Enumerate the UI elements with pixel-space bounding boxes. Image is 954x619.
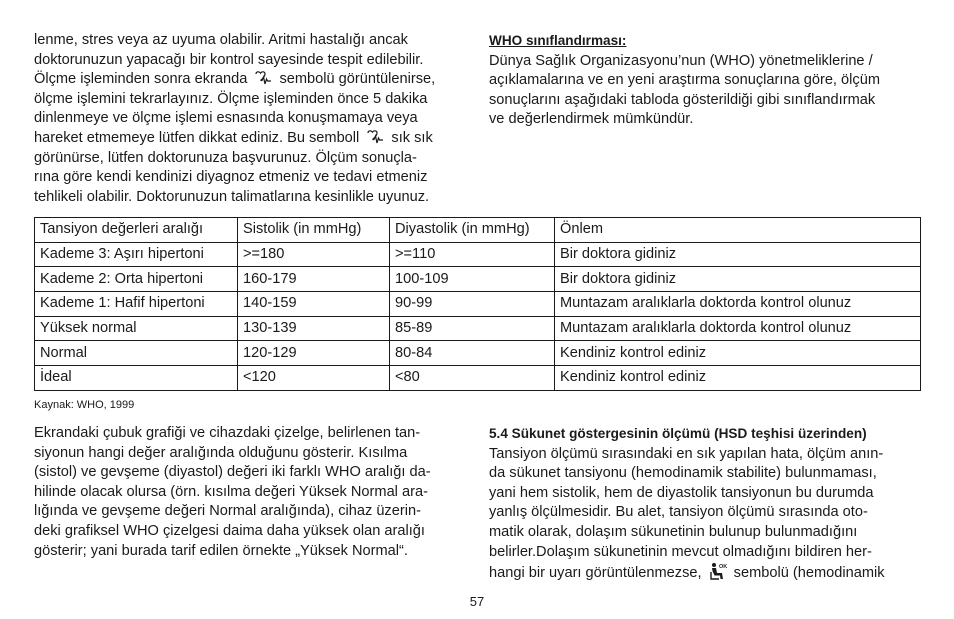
text-line: Dünya Sağlık Organizasyonu’nun (WHO) yönetmeliklerine / [489,52,873,69]
text-line: ve değerlendirmek mümkündür. [489,111,694,128]
table-cell: >=110 [390,242,555,267]
hsd-heading: 5.4 Sükunet göstergesinin ölçümü (HSD teşhisi üzerinden) [489,426,867,441]
arrhythmia-paragraph [34,31,464,207]
table-header-row [35,218,921,243]
text-line: lenme, stres veya az uyuma olabilir. Aritmi hastalığı ancak [34,32,408,48]
table-cell: İdeal [35,366,238,391]
table-cell: 85-89 [390,316,555,341]
table-cell: Bir doktora gidiniz [555,242,921,267]
page-number: 57 [469,594,485,609]
text-line: açıklamalarına ve en yeni araştırma sonuçlarına göre, ölçüm [489,72,880,89]
text-line: hareket etmemeye lütfen dikkat ediniz. Bu semboll sık sık [34,129,433,146]
text-line: Tansiyon ölçümü sırasındaki en sık yapılan hata, ölçüm anın- [489,445,884,462]
table-row [35,267,921,292]
who-classification-table [34,217,921,391]
who-heading: WHO sınıflandırması: [489,33,627,48]
text-line: dinlenmeye ve ölçme işlemi esnasında konuşmamaya veya [34,110,418,127]
rest-ok-icon [709,562,727,580]
text-line: lığında ve gevşeme değeri Normal aralığında), cihaz üzerin- [34,503,421,520]
table-cell: Kademe 1: Hafif hipertoni [35,292,238,317]
table-cell: 140-159 [238,292,390,317]
text-line: Ölçme işleminden sonra ekranda sembolü görüntülenirse, [34,71,436,88]
table-cell: 90-99 [390,292,555,317]
text-line: matik olarak, dolaşım sükunetinin bulunup bulunmadığını [489,523,858,540]
text-line: ölçme işlemini tekrarlayınız. Ölçme işleminden önce 5 dakika [34,90,428,107]
table-cell: 120-129 [238,341,390,366]
table-cell: Muntazam aralıklarla doktorda kontrol olunuz [555,292,921,317]
text-line: rına göre kendi kendinizi diyagnoz etmeniz ve tedavi etmeniz [34,169,428,186]
header-cell: Tansiyon değerleri aralığı [35,218,238,243]
text-line: doktorunuzun yapacağı bir kontrol sayesinde tespit edilebilir. [34,51,424,68]
table-cell: Kademe 3: Aşırı hipertoni [35,242,238,267]
text-line: deki grafiksel WHO çizelgesi daima daha yüksek olan aralığı [34,522,425,539]
text-line: siyonun hangi değer aralığında olduğunu gösterir. Kısılma [34,444,408,461]
table-cell: 80-84 [390,341,555,366]
text-line: hilinde olacak olursa (örn. kısılma değeri Yüksek Normal ara- [34,483,428,500]
header-cell: Sistolik (in mmHg) [238,218,390,243]
table-row [35,341,921,366]
text-line: da sükunet tansiyonu (hemodinamik stabilite) bulunmaması, [489,465,877,482]
table-cell: <80 [390,366,555,391]
text-line: (sistol) ve gevşeme (diyastol) değeri iki farklı WHO aralığı da- [34,464,431,481]
text-line: belirler.Dolaşım sükunetinin mevcut olmadığını bildiren her- [489,543,872,560]
table-cell: 100-109 [390,267,555,292]
text-line: gösterir; yani burada tarif edilen örnekte „Yüksek Normal“. [34,542,408,559]
svg-text:OK: OK [718,564,727,571]
text-line: sonuçlarını aşağıdaki tabloda gösterildiği gibi sınıflandırmak [489,91,876,108]
table-cell: 160-179 [238,267,390,292]
table-cell: <120 [238,366,390,391]
text-line: tehlikeli olabilir. Doktorunuzun talimatlarına kesinlikle uyunuz. [34,188,430,205]
hsd-section [489,424,921,584]
table-row [35,292,921,317]
table-cell: Kendiniz kontrol ediniz [555,366,921,391]
who-section [489,31,919,130]
header-cell: Önlem [555,218,921,243]
bar-graph-paragraph [34,424,464,561]
header-cell: Diyastolik (in mmHg) [390,218,555,243]
table-cell: >=180 [238,242,390,267]
table-cell: Bir doktora gidiniz [555,267,921,292]
table-cell: 130-139 [238,316,390,341]
table-row [35,242,921,267]
text-line: yani hem sistolik, hem de diyastolik tansiyonun bu durumda [489,484,874,501]
table-cell: Yüksek normal [35,316,238,341]
text-line: görünürse, lütfen doktorunuza başvurunuz. Ölçüm sonuçla- [34,149,417,166]
table-source-note: Kaynak: WHO, 1999 [34,399,135,411]
table-cell: Kendiniz kontrol ediniz [555,341,921,366]
text-line: hangi bir uyarı görüntülenmezse, OK sembolü (hemodinamik [489,564,885,582]
table-row [35,366,921,391]
text-line: Ekrandaki çubuk grafiği ve cihazdaki çizelge, belirlenen tan- [34,425,421,441]
table-row [35,316,921,341]
table-cell: Normal [35,341,238,366]
text-line: yanlış ölçülmesidir. Bu alet, tansiyon ölçümü sırasında oto- [489,504,868,521]
arrhythmia-heart-icon [254,71,272,86]
table-cell: Kademe 2: Orta hipertoni [35,267,238,292]
table-cell: Muntazam aralıklarla doktorda kontrol olunuz [555,316,921,341]
arrhythmia-heart-icon [366,130,384,145]
